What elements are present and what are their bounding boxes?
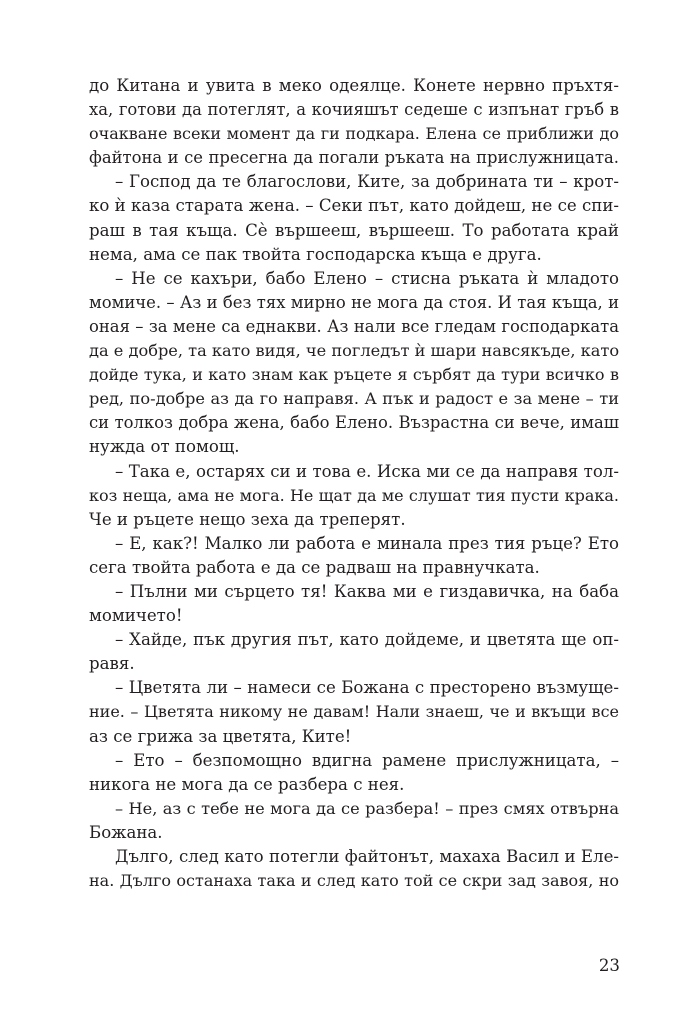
text-line: равя. xyxy=(89,654,135,674)
text-line: Божана. xyxy=(89,822,163,842)
text-line: ние. – Цветята никому не давам! Нали знаеш, че и вкъщи все xyxy=(89,702,619,722)
text-line: коз неща, ама не мога. Не щат да ме слушат тия пусти крака. xyxy=(89,485,619,505)
text-line: – Не, аз с тебе не мога да се разбера! – през смях отвърна xyxy=(115,798,619,818)
text-line: очакване всеки момент да ги подкара. Елена се приближи до xyxy=(89,124,619,144)
text-line: сега твойта работа е да се радваш на правнучката. xyxy=(89,557,540,577)
text-line: нема, ама се пак твойта господарска къща е друга. xyxy=(89,244,542,264)
text-line: – Хайде, пък другия път, като дойдеме, и цветята ще оп- xyxy=(115,630,619,650)
text-line: ха, готови да потеглят, а кочияшът седеше с изпънат гръб в xyxy=(89,100,619,120)
text-line: – Така е, остарях си и това е. Иска ми се да направя тол- xyxy=(115,461,619,481)
text-line: оная – за мене са еднакви. Аз нали все гледам господарката xyxy=(89,316,619,336)
text-line: никога не мога да се разбера с нея. xyxy=(89,774,405,794)
body-text xyxy=(89,74,619,893)
text-line: – Пълни ми сърцето тя! Каква ми е гиздавичка, на баба xyxy=(115,581,619,601)
text-line: – Господ да те благослови, Ките, за добрината ти – крот- xyxy=(115,172,619,192)
text-line: – Ето – безпомощно вдигна рамене прислужницата, – xyxy=(115,750,619,770)
page-number: 23 xyxy=(598,956,620,975)
text-line: Че и ръцете нещо зеха да треперят. xyxy=(89,509,406,529)
text-line: файтона и се пресегна да погали ръката на прислужницата. xyxy=(89,148,619,168)
text-line: си толкоз добра жена, бабо Елено. Възрастна си вече, имаш xyxy=(89,413,619,433)
text-line: – Е, как?! Малко ли работа е минала през тия ръце? Ето xyxy=(115,533,619,553)
text-line: на. Дълго останаха така и след като той се скри зад завоя, но xyxy=(89,871,619,891)
text-line: ко ѝ каза старата жена. – Секи път, като дойдеш, не се спи- xyxy=(89,196,619,216)
text-line: нужда от помощ. xyxy=(89,437,240,457)
text-line: да е добре, та като видя, че погледът ѝ шари навсякъде, като xyxy=(89,341,620,361)
text-line: до Китана и увита в меко одеялце. Конете нервно пръхтя- xyxy=(89,76,619,95)
text-line: аз се грижа за цветята, Ките! xyxy=(89,726,352,746)
text-line: Дълго, след като потегли файтонът, махаха Васил и Еле- xyxy=(115,847,619,866)
text-line: – Не се кахъри, бабо Елено – стисна ръката ѝ младото xyxy=(115,268,619,288)
text-line: момичето! xyxy=(89,606,183,626)
text-line: момиче. – Аз и без тях мирно не мога да стоя. И тая къща, и xyxy=(89,292,619,312)
text-line: ред, по-добре аз да го направя. А пък и радост е за мене – ти xyxy=(89,389,619,409)
text-line: дойде тука, и като знам как ръцете я сърбят да тури всичко в xyxy=(89,365,619,385)
text-line: раш в тая къща. Сѐ вършееш, вършееш. То работата край xyxy=(89,220,619,240)
text-line: – Цветята ли – намеси се Божана с престорено възмуще- xyxy=(115,678,619,698)
